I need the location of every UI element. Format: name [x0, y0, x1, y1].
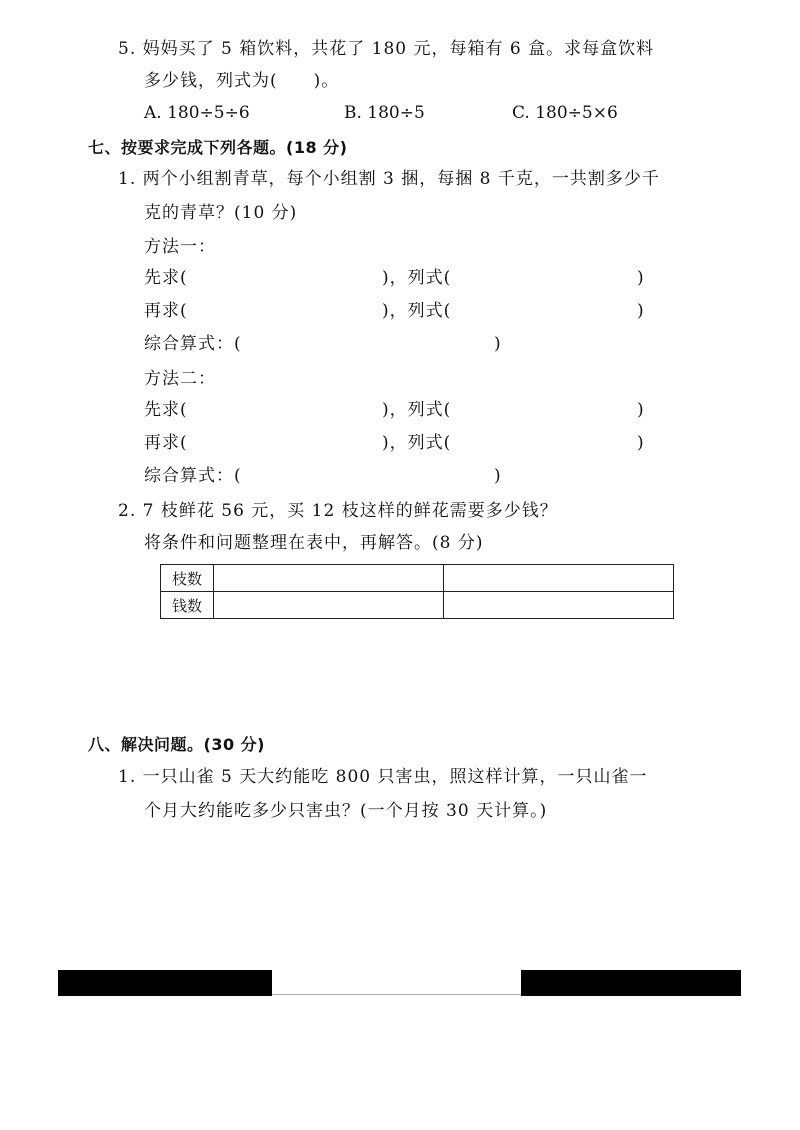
- s7-p1-line1: 1. 两个小组割青草，每个小组割 3 捆，每捆 8 千克，一共割多少千: [118, 169, 660, 189]
- method1-first-formula-label: )，列式(: [382, 268, 452, 288]
- method1-then-label: 再求(: [144, 301, 188, 321]
- table-cell[interactable]: [444, 565, 674, 592]
- s8-p1-line1: 1. 一只山雀 5 天大约能吃 800 只害虫，照这样计算，一只山雀一: [118, 767, 648, 787]
- method1-combined-close: ): [494, 334, 501, 354]
- method1-first-close: ): [637, 268, 644, 288]
- method2-label: 方法二：: [144, 369, 216, 389]
- q5-line1: 5. 妈妈买了 5 箱饮料，共花了 180 元，每箱有 6 盒。求每盒饮料: [118, 39, 655, 59]
- section8-heading: 八、解决问题。(30 分): [88, 735, 265, 754]
- q5-choice-a: A. 180÷5÷6: [144, 103, 250, 123]
- method2-first-close: ): [637, 400, 644, 420]
- section7-heading: 七、按要求完成下列各题。(18 分): [88, 138, 348, 157]
- method2-combined-close: ): [494, 466, 501, 486]
- condition-table: [160, 564, 674, 619]
- method1-then-formula-label: )，列式(: [382, 301, 452, 321]
- row-header-money: 钱数: [161, 592, 214, 619]
- s7-p1-line2: 克的青草？(10 分): [144, 203, 298, 223]
- method1-then-close: ): [637, 301, 644, 321]
- method1-combined-label: 综合算式：(: [144, 334, 242, 354]
- method2-then-formula-label: )，列式(: [382, 433, 452, 453]
- q5-line2: 多少钱，列式为( )。: [144, 71, 340, 91]
- method1-first-label: 先求(: [144, 268, 188, 288]
- method2-then-label: 再求(: [144, 433, 188, 453]
- q5-choice-c: C. 180÷5×6: [512, 103, 618, 123]
- method2-first-label: 先求(: [144, 400, 188, 420]
- table-cell[interactable]: [214, 565, 444, 592]
- method2-then-close: ): [637, 433, 644, 453]
- method2-first-formula-label: )，列式(: [382, 400, 452, 420]
- row-header-stems: 枝数: [161, 565, 214, 592]
- table-cell[interactable]: [444, 592, 674, 619]
- s7-p2-line1: 2. 7 枝鲜花 56 元，买 12 枝这样的鲜花需要多少钱？: [118, 501, 558, 521]
- table-row: [161, 565, 674, 592]
- method1-label: 方法一：: [144, 237, 216, 257]
- s8-p1-line2: 个月大约能吃多少只害虫？(一个月按 30 天计算。): [144, 801, 548, 821]
- footer-bar-right: [521, 970, 741, 996]
- s7-p2-line2: 将条件和问题整理在表中，再解答。(8 分): [144, 533, 484, 553]
- method2-combined-label: 综合算式：(: [144, 466, 242, 486]
- table-cell[interactable]: [214, 592, 444, 619]
- table-row: [161, 592, 674, 619]
- footer-bar-left: [58, 970, 272, 996]
- footer-divider: [272, 994, 522, 995]
- q5-choice-b: B. 180÷5: [344, 103, 425, 123]
